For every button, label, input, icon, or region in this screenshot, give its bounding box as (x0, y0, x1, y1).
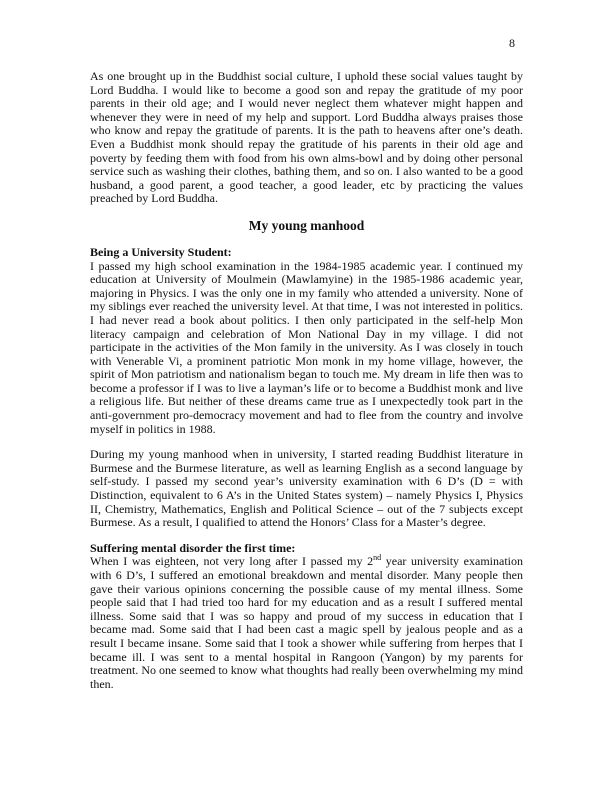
intro-paragraph: As one brought up in the Buddhist social culture, I uphold these social values taught by Lord Buddha. I would like to become a good son and repay the gratitude of my poor parents in their old age; and I would never neglect them whatever might happen and whenever they were in need of my help and support. Lord Buddha always praises those who know and repay the gratitude of parents. It is the path to heavens after one’s death. Even a Buddhist monk should repay the gratitude of his parents in their old age and poverty by feeding them with food from his own alms-bowl and by doing other personal service such as washing their clothes, bathing them, and so on. I also wanted to be a good husband, a good parent, a good teacher, a good leader, etc by practicing the values preached by Lord Buddha. (90, 69, 523, 206)
university-paragraph-1: I passed my high school examination in the 1984-1985 academic year. I continued my education at University of Moulmein (Mawlamyine) in the 1985-1986 academic year, majoring in Physics. I was the only one in my family who attended a university. None of my siblings ever reached the university level. At that time, I was not interested in politics. I had never read a book about politics. I then only participated in the self-help Mon literacy campaign and celebration of Mon National Day in my village. I did not participate in the activities of the Mon family in the university. As I was closely in touch with Venerable Vi, a prominent patriotic Mon monk in my home village, however, the spirit of Mon patriotism and nationalism began to touch me. My dream in life then was to become a professor if I was to live a layman’s life or to become a Buddhist monk and live a religious life. But neither of these dreams came true as I unexpectedly took part in the anti-government pro-democracy movement and had to flee from the country and involve myself in politics in 1988. (90, 258, 523, 436)
document-body (90, 70, 523, 691)
section-title: My young manhood (248, 217, 365, 233)
disorder-rest: year university examination with 6 D’s, I suffered an emotional breakdown and mental disorder. Many people then gave their various opinions concerning the possible cause of my mental illness. Some people said that I had tried too hard for my education and as a result I suffered mental illness. Some said that I was so happy and proud of my success in education that I became mad. Some said that I had been cast a magic spell by jealous people and as a result I became insane. Some said that I took a shower while suffering from herpes that I became ill. I was sent to a mental hospital in Rangoon (Yangon) by my parents for treatment. No one seemed to know what thoughts had really been overwhelming my mind then. (90, 554, 523, 691)
university-subheading: Being a University Student: (90, 244, 232, 259)
ordinal-superscript: nd (373, 553, 382, 563)
disorder-lead: When I was eighteen, not very long after I passed my 2 (90, 554, 374, 569)
paragraph-spacer (90, 530, 523, 542)
page-number: 8 (509, 36, 515, 50)
disorder-subheading: Suffering mental disorder the first time: (90, 540, 296, 555)
university-paragraph-2: During my young manhood when in university, I started reading Buddhist literature in Burmese and the Burmese literature, as well as learning English as a second language by self-study. I passed my second year’s university examination with 6 D’s (D = with Distinction, equivalent to 6 A’s in the United States system) – namely Physics I, Physics II, Chemistry, Mathematics, English and Political Science – out of the 7 subjects except Burmese. As a result, I qualified to attend the Honors’ Class for a Master’s degree. (90, 447, 523, 530)
disorder-paragraph (90, 555, 523, 691)
